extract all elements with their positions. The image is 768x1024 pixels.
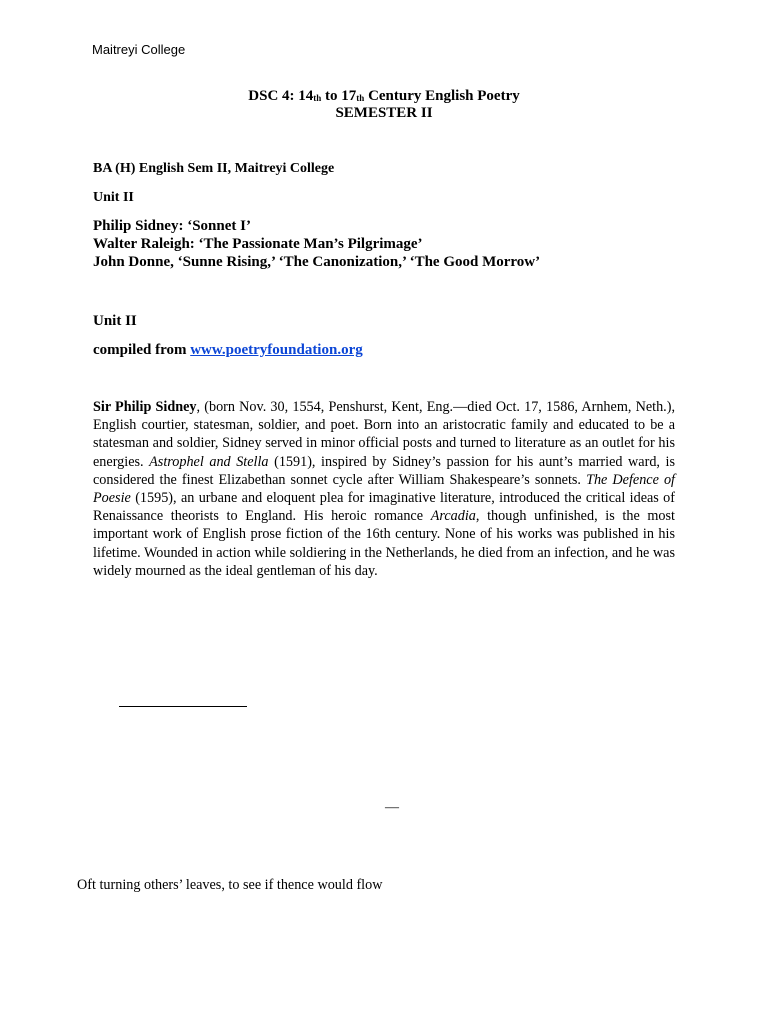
unit-heading: Unit II: [93, 190, 134, 205]
document-title: [0, 88, 768, 122]
work-title: Arcadia: [430, 508, 476, 525]
biography-paragraph: Sir Philip Sidney, (born Nov. 30, 1554, Penshurst, Kent, Eng.—died Oct. 17, 1586, Arnhem, Neth.), English courtier, statesman, soldier, and poet. Born into an aristocratic family and educated to be a statesman and soldier, Sidney served in minor official posts and turned to literature as an outlet for his energies. Astrophel and Stella (1591), inspired by Sidney’s passion for his aunt’s married ward, is considered the finest Elizabethan sonnet cycle after William Shakespeare’s sonnets. The Defence of Poesie (1595), an urbane and eloquent plea for imaginative literature, introduced the critical ideas of Renaissance theorists to England. His heroic romance Arcadia, though unfinished, is the most important work of English prose fiction of the 16th century. None of his works was published in his lifetime. Wounded in action while soldiering in the Netherlands, he died from an infection, and he was widely mourned as the ideal gentleman of his day.: [93, 399, 675, 579]
work-title: The Defence of Poesie: [93, 471, 675, 507]
running-header: Maitreyi College: [92, 42, 186, 57]
syllabus-list: [93, 217, 540, 271]
course-title: DSC 4: $14_{th}$ to $17_{th}$ Century English Poetry: [248, 88, 520, 104]
footnote-rule: [119, 706, 247, 707]
poem-line: Oft turning others’ leaves, to see if thence would flow: [77, 877, 383, 893]
syllabus-item: Philip Sidney: ‘Sonnet I’: [93, 218, 251, 234]
ordinal-suffix: th: [356, 93, 365, 103]
unit-heading: Unit II: [93, 313, 137, 329]
course-line: BA (H) English Sem II, Maitreyi College: [93, 161, 335, 176]
syllabus-item: John Donne, ‘Sunne Rising,’ ‘The Canonization,’ ‘The Good Morrow’: [93, 254, 541, 270]
separator-dash: —: [385, 800, 399, 815]
source-line: compiled from www.poetryfoundation.org: [93, 342, 363, 358]
ordinal-suffix: th: [313, 93, 322, 103]
syllabus-item: Walter Raleigh: ‘The Passionate Man’s Pilgrimage’: [93, 236, 423, 252]
semester-label: SEMESTER II: [335, 105, 433, 121]
poetry-foundation-link[interactable]: www.poetryfoundation.org: [190, 342, 363, 358]
work-title: Astrophel and Stella: [149, 453, 269, 470]
poet-name: Sir Philip Sidney: [93, 399, 197, 415]
